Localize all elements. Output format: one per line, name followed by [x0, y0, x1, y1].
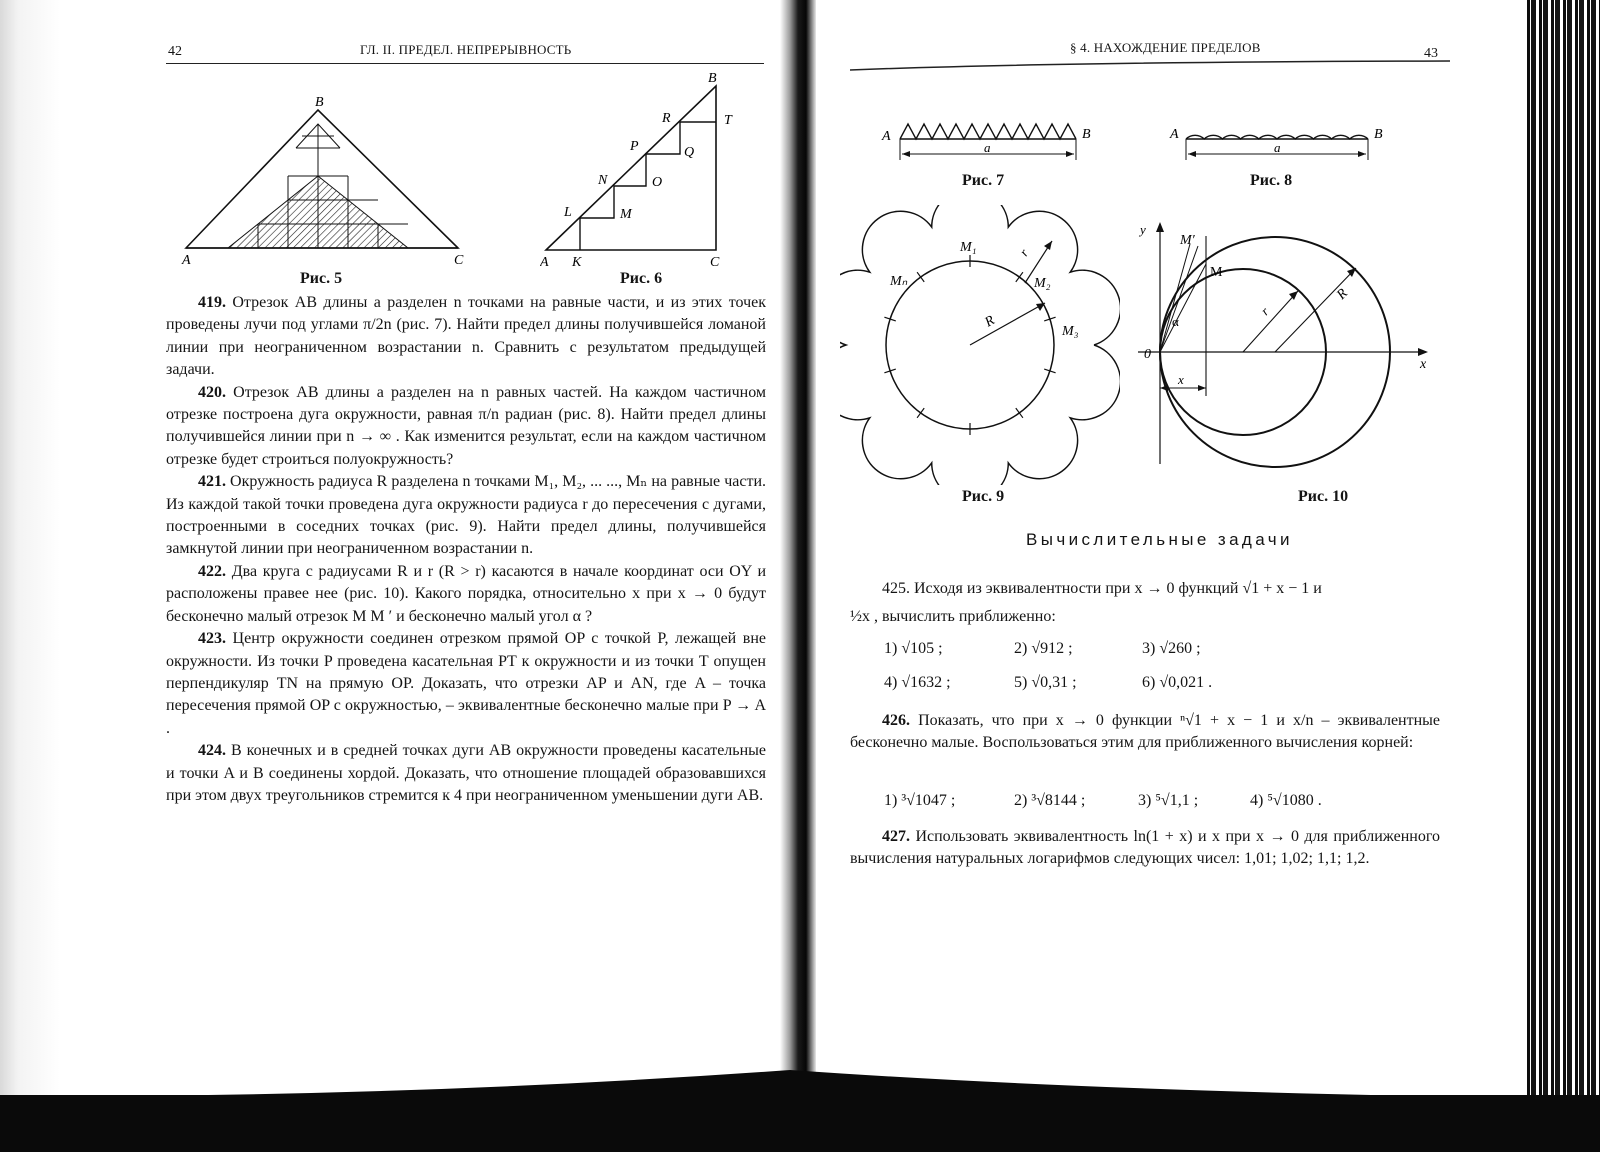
fig10-label-alpha: α — [1172, 314, 1179, 329]
page-number-right: 43 — [1424, 46, 1438, 61]
fig10-label-big-r: R — [1334, 286, 1351, 303]
scan-left-edge — [0, 0, 60, 1100]
problem-text: Отрезок AB длины a разделен на n равных частей. На каждом частичном отрезке построена дуга окружности, равная π/n радиан (рис. 8). Найти предел длины получившейся линии при n → ∞ . Как изменится результат, если на каждом частичном отрезке будет строиться полуокружность? — [166, 383, 767, 468]
problem-number: 427. — [882, 828, 910, 845]
figure-5-caption: Рис. 5 — [300, 270, 343, 287]
figure-7-caption: Рис. 7 — [962, 172, 1005, 189]
fig10-label-m: M — [1210, 265, 1223, 280]
fig7-label-a: A — [882, 129, 891, 144]
fig9-label-m1: M₁ — [960, 240, 977, 255]
fig9-label-mn: Mₙ — [890, 274, 908, 289]
item: 2) √912 ; — [1014, 640, 1073, 657]
fig10-label-y: y — [1140, 222, 1146, 237]
problem-427 — [850, 826, 1440, 871]
problem-number: 424. — [198, 742, 226, 760]
item: 5) √0,31 ; — [1014, 674, 1077, 691]
fig8-label-len: a — [1274, 140, 1281, 155]
fig10-label-m-prime: M′ — [1180, 233, 1195, 248]
problem-425-items-row-1 — [884, 640, 1201, 658]
item: 4) ⁵√1080 . — [1250, 792, 1322, 809]
problem-number: 422. — [198, 562, 226, 580]
problem-422 — [166, 561, 766, 628]
figure-8-caption: Рис. 8 — [1250, 172, 1293, 189]
fig6-label-n: N — [598, 173, 608, 188]
problem-text: Два круга с радиусами R и r (R > r) касаются в начале координат оси OY и расположены правее нее (рис. 10). Какого порядка, относительно x при x → 0 будут бесконечно малый отрезок M M ′ и бесконечно малый угол α ? — [166, 562, 767, 625]
problem-426-items-row — [884, 792, 1322, 810]
item: 6) √0,021 . — [1142, 674, 1213, 691]
item: 3) ⁵√1,1 ; — [1138, 792, 1199, 809]
fig8-label-a: A — [1170, 127, 1179, 142]
problem-426 — [850, 710, 1440, 755]
problem-425 — [850, 578, 1440, 629]
problem-number: 425 — [882, 580, 906, 597]
problem-421 — [166, 471, 766, 561]
problem-text: Использовать эквивалентность ln(1 + x) и x при x → 0 для приближенного вычисления натуральных логарифмов следующих чисел: 1,01; 1,02; 1,1; 1,2. — [850, 828, 1440, 868]
fig10-label-small-r: r — [1257, 303, 1272, 319]
figure-10 — [1130, 216, 1440, 482]
item: 1) √105 ; — [884, 640, 943, 657]
fig6-label-k: K — [572, 255, 582, 270]
fig9-label-m2: M₂ — [1034, 276, 1051, 291]
problem-text: Показать, что при x → 0 функции ⁿ√1 + x − 1 и x/n – эквивалентные бесконечно малые. Воспользоваться этим для приближенного вычисления корней: — [850, 712, 1441, 752]
problem-423 — [166, 628, 766, 740]
problem-424 — [166, 740, 766, 807]
problem-text-a: . Исходя из эквивалентности при x → 0 функций √1 + x − 1 и — [906, 580, 1322, 597]
figure-5 — [180, 92, 480, 272]
problem-number: 423. — [198, 630, 226, 648]
fig6-label-q: Q — [684, 145, 695, 160]
problem-text: Окружность радиуса R разделена n точками M₁, M₂, ... ..., Mₙ на равные части. Из каждой такой точки проведена дуга окружности радиуса r до пересечения с дугами, построенными в соседних точках (рис. 9). Найти предел длины, получившейся замкнутой линии при неограниченном возрастании n. — [166, 473, 766, 558]
fig7-label-len: a — [984, 140, 991, 155]
fig5-label-a: A — [182, 253, 191, 268]
problem-425-items-row-2 — [884, 674, 1212, 692]
left-page-problems — [166, 292, 766, 807]
fig6-label-m: M — [620, 207, 632, 222]
problem-text: Отрезок AB длины a разделен n точками на равные части, и из этих точек проведены лучи под углами π/2n (рис. 7). Найти предел длины получившейся ломаной линии при неограниченном возрастании n. Сравнить с результатом предыдущей задачи. — [166, 294, 766, 379]
fig7-label-b: B — [1082, 127, 1091, 142]
fig9-label-big-r: R — [982, 313, 998, 331]
figure-8 — [1168, 112, 1398, 168]
problem-419 — [166, 292, 766, 382]
header-rule-left — [166, 63, 764, 64]
header-rule-right — [850, 58, 1450, 72]
fig10-label-x-axis: x — [1420, 357, 1427, 372]
fig5-label-c: C — [454, 253, 464, 268]
scan-right-edge — [1524, 0, 1600, 1152]
fig6-label-p: P — [630, 139, 639, 154]
figure-6-caption: Рис. 6 — [620, 270, 663, 287]
fig10-label-origin: 0 — [1144, 347, 1151, 362]
fig6-label-t: T — [724, 113, 732, 128]
figure-10-caption: Рис. 10 — [1298, 488, 1349, 505]
fig9-scalloped-curve — [840, 205, 1120, 485]
fig6-label-r: R — [662, 111, 671, 126]
fig6-label-a: A — [540, 255, 549, 270]
problem-text-b: ½x , вычислить приближенно: — [850, 608, 1056, 626]
item: 3) √260 ; — [1142, 640, 1201, 657]
book-binding — [780, 0, 816, 1075]
figure-9 — [840, 205, 1120, 485]
item: 2) ³√8144 ; — [1014, 792, 1086, 809]
fig9-tick — [1016, 408, 1023, 418]
fig9-tick — [1016, 272, 1023, 282]
figure-7 — [880, 112, 1100, 168]
scan-bottom-band — [0, 1095, 1600, 1152]
problem-number: 421. — [198, 473, 226, 491]
problem-number: 419. — [198, 294, 226, 311]
fig9-tick — [917, 408, 924, 418]
running-head-left: ГЛ. II. ПРЕДЕЛ. НЕПРЕРЫВНОСТЬ — [360, 42, 572, 57]
problem-text: В конечных и в средней точках дуги AB окружности проведены касательные и точки A и B соединены хордой. Доказать, что отношение площадей образовавшихся при этом двух треугольников стремится к 4 при неограниченном уменьшении дуги AB. — [166, 742, 766, 804]
section-title: Вычислительные задачи — [1026, 530, 1293, 549]
problem-number: 426. — [882, 712, 910, 729]
fig6-label-o: O — [652, 175, 663, 190]
figure-6 — [540, 70, 750, 270]
fig9-label-m3: M₃ — [1062, 324, 1079, 339]
figure-9-caption: Рис. 9 — [962, 488, 1005, 505]
item: 1) ³√1047 ; — [884, 792, 956, 809]
fig9-label-small-r: r — [1016, 245, 1032, 259]
fig9-tick — [917, 272, 924, 282]
problem-number: 420. — [198, 383, 226, 401]
item: 4) √1632 ; — [884, 674, 951, 691]
fig7-zigzag — [900, 124, 1076, 139]
fig5-label-b: B — [315, 95, 324, 110]
fig6-label-b: B — [708, 71, 717, 86]
page-number-left: 42 — [168, 44, 182, 59]
fig6-label-c: C — [710, 255, 720, 270]
problem-text: Центр окружности соединен отрезком прямой OP с точкой P, лежащей вне окружности. Из точки P проведена касательная PT к окружности и из точки T опущен перпендикуляр TN на прямую OP. Доказать, что отрезки AP и AN, где A – точка пересечения прямой OP с окружностью, – эквивалентные бесконечно малые при P → A . — [166, 630, 767, 737]
running-head-right: § 4. НАХОЖДЕНИЕ ПРЕДЕЛОВ — [1070, 40, 1261, 55]
fig8-label-b: B — [1374, 127, 1383, 142]
problem-420 — [166, 382, 766, 472]
fig10-label-x-seg: x — [1178, 372, 1184, 387]
fig6-label-l: L — [564, 205, 572, 220]
